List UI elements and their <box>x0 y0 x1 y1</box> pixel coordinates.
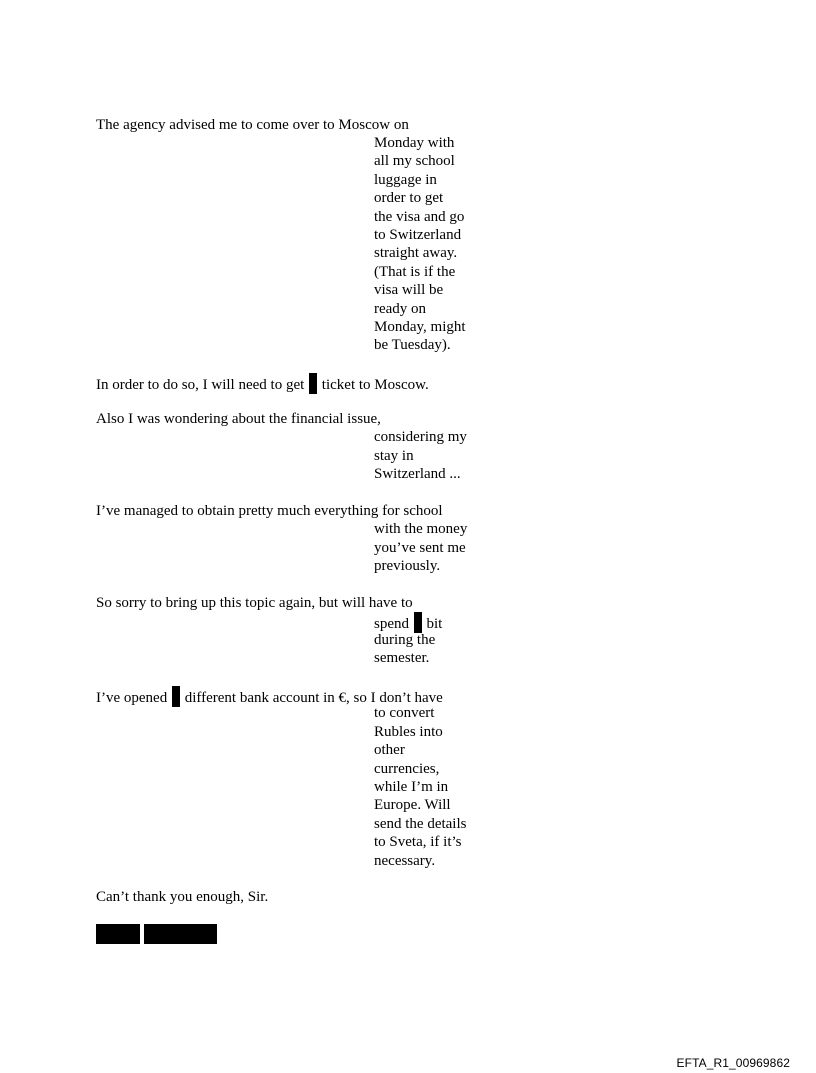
paragraph-2 <box>96 373 429 394</box>
paragraph-4-first-line: I’ve managed to obtain pretty much everything for school <box>96 503 443 519</box>
paragraph-1-line: straight away. <box>374 245 458 262</box>
paragraph-1-line: visa will be <box>374 282 444 299</box>
paragraph-5-word-bit: bit <box>426 616 443 633</box>
bates-number: EFTA_R1_00969862 <box>676 1056 790 1070</box>
redaction-box <box>172 686 180 707</box>
paragraph-1-line: to Switzerland <box>374 227 462 243</box>
paragraph-6-line: to convert <box>374 705 435 722</box>
paragraph-2-text-end: ticket to Moscow. <box>321 377 429 393</box>
signature-redaction-first <box>96 924 140 944</box>
paragraph-6-line: Europe. Will <box>374 797 451 814</box>
paragraph-1-line: ready on <box>374 300 427 317</box>
paragraph-6-line: other <box>374 742 405 759</box>
paragraph-3-line: considering my <box>374 429 467 446</box>
paragraph-6-text-end: different bank account in €, so I don’t have <box>184 690 443 706</box>
paragraph-1-line: all my school <box>374 153 455 170</box>
signature-redaction-second <box>144 924 217 944</box>
paragraph-1-line: order to get <box>374 190 444 207</box>
paragraph-3-line: Switzerland ... <box>374 466 461 483</box>
paragraph-3-first-line: Also I was wondering about the financial issue, <box>96 411 381 427</box>
paragraph-5-first-line: So sorry to bring up this topic again, but will have to <box>96 595 413 611</box>
paragraph-6-line: Rubles into <box>374 723 443 740</box>
paragraph-6-line: currencies, <box>374 760 440 777</box>
paragraph-3-line: stay in <box>374 447 414 464</box>
paragraph-1-first-line: The agency advised me to come over to Moscow on <box>96 117 409 133</box>
paragraph-1-line: be Tuesday). <box>374 337 451 354</box>
paragraph-6-line: to Sveta, if it’s <box>374 834 462 851</box>
paragraph-1-line: Monday with <box>374 135 455 151</box>
paragraph-6-line: send the details <box>374 815 467 832</box>
redaction-box <box>309 373 317 394</box>
paragraph-6-text-start: I’ve opened <box>96 690 168 706</box>
paragraph-4-line: with the money <box>374 521 468 538</box>
paragraph-4-line: you’ve sent me <box>374 539 466 556</box>
paragraph-1-line: Monday, might <box>374 319 466 335</box>
paragraph-5-word-spend: spend <box>374 616 409 633</box>
paragraph-1-line: (That is if the <box>374 263 456 280</box>
paragraph-4-line: previously. <box>374 558 441 575</box>
paragraph-6-line: necessary. <box>374 852 436 869</box>
paragraph-2-text-start: In order to do so, I will need to get <box>96 377 305 393</box>
paragraph-5-line: semester. <box>374 650 430 667</box>
paragraph-1-line: the visa and go <box>374 208 465 225</box>
paragraph-6-line: while I’m in <box>374 779 449 795</box>
paragraph-5-line: during the <box>374 631 436 648</box>
paragraph-1-line: luggage in <box>374 171 437 188</box>
closing-line: Can’t thank you enough, Sir. <box>96 889 269 905</box>
